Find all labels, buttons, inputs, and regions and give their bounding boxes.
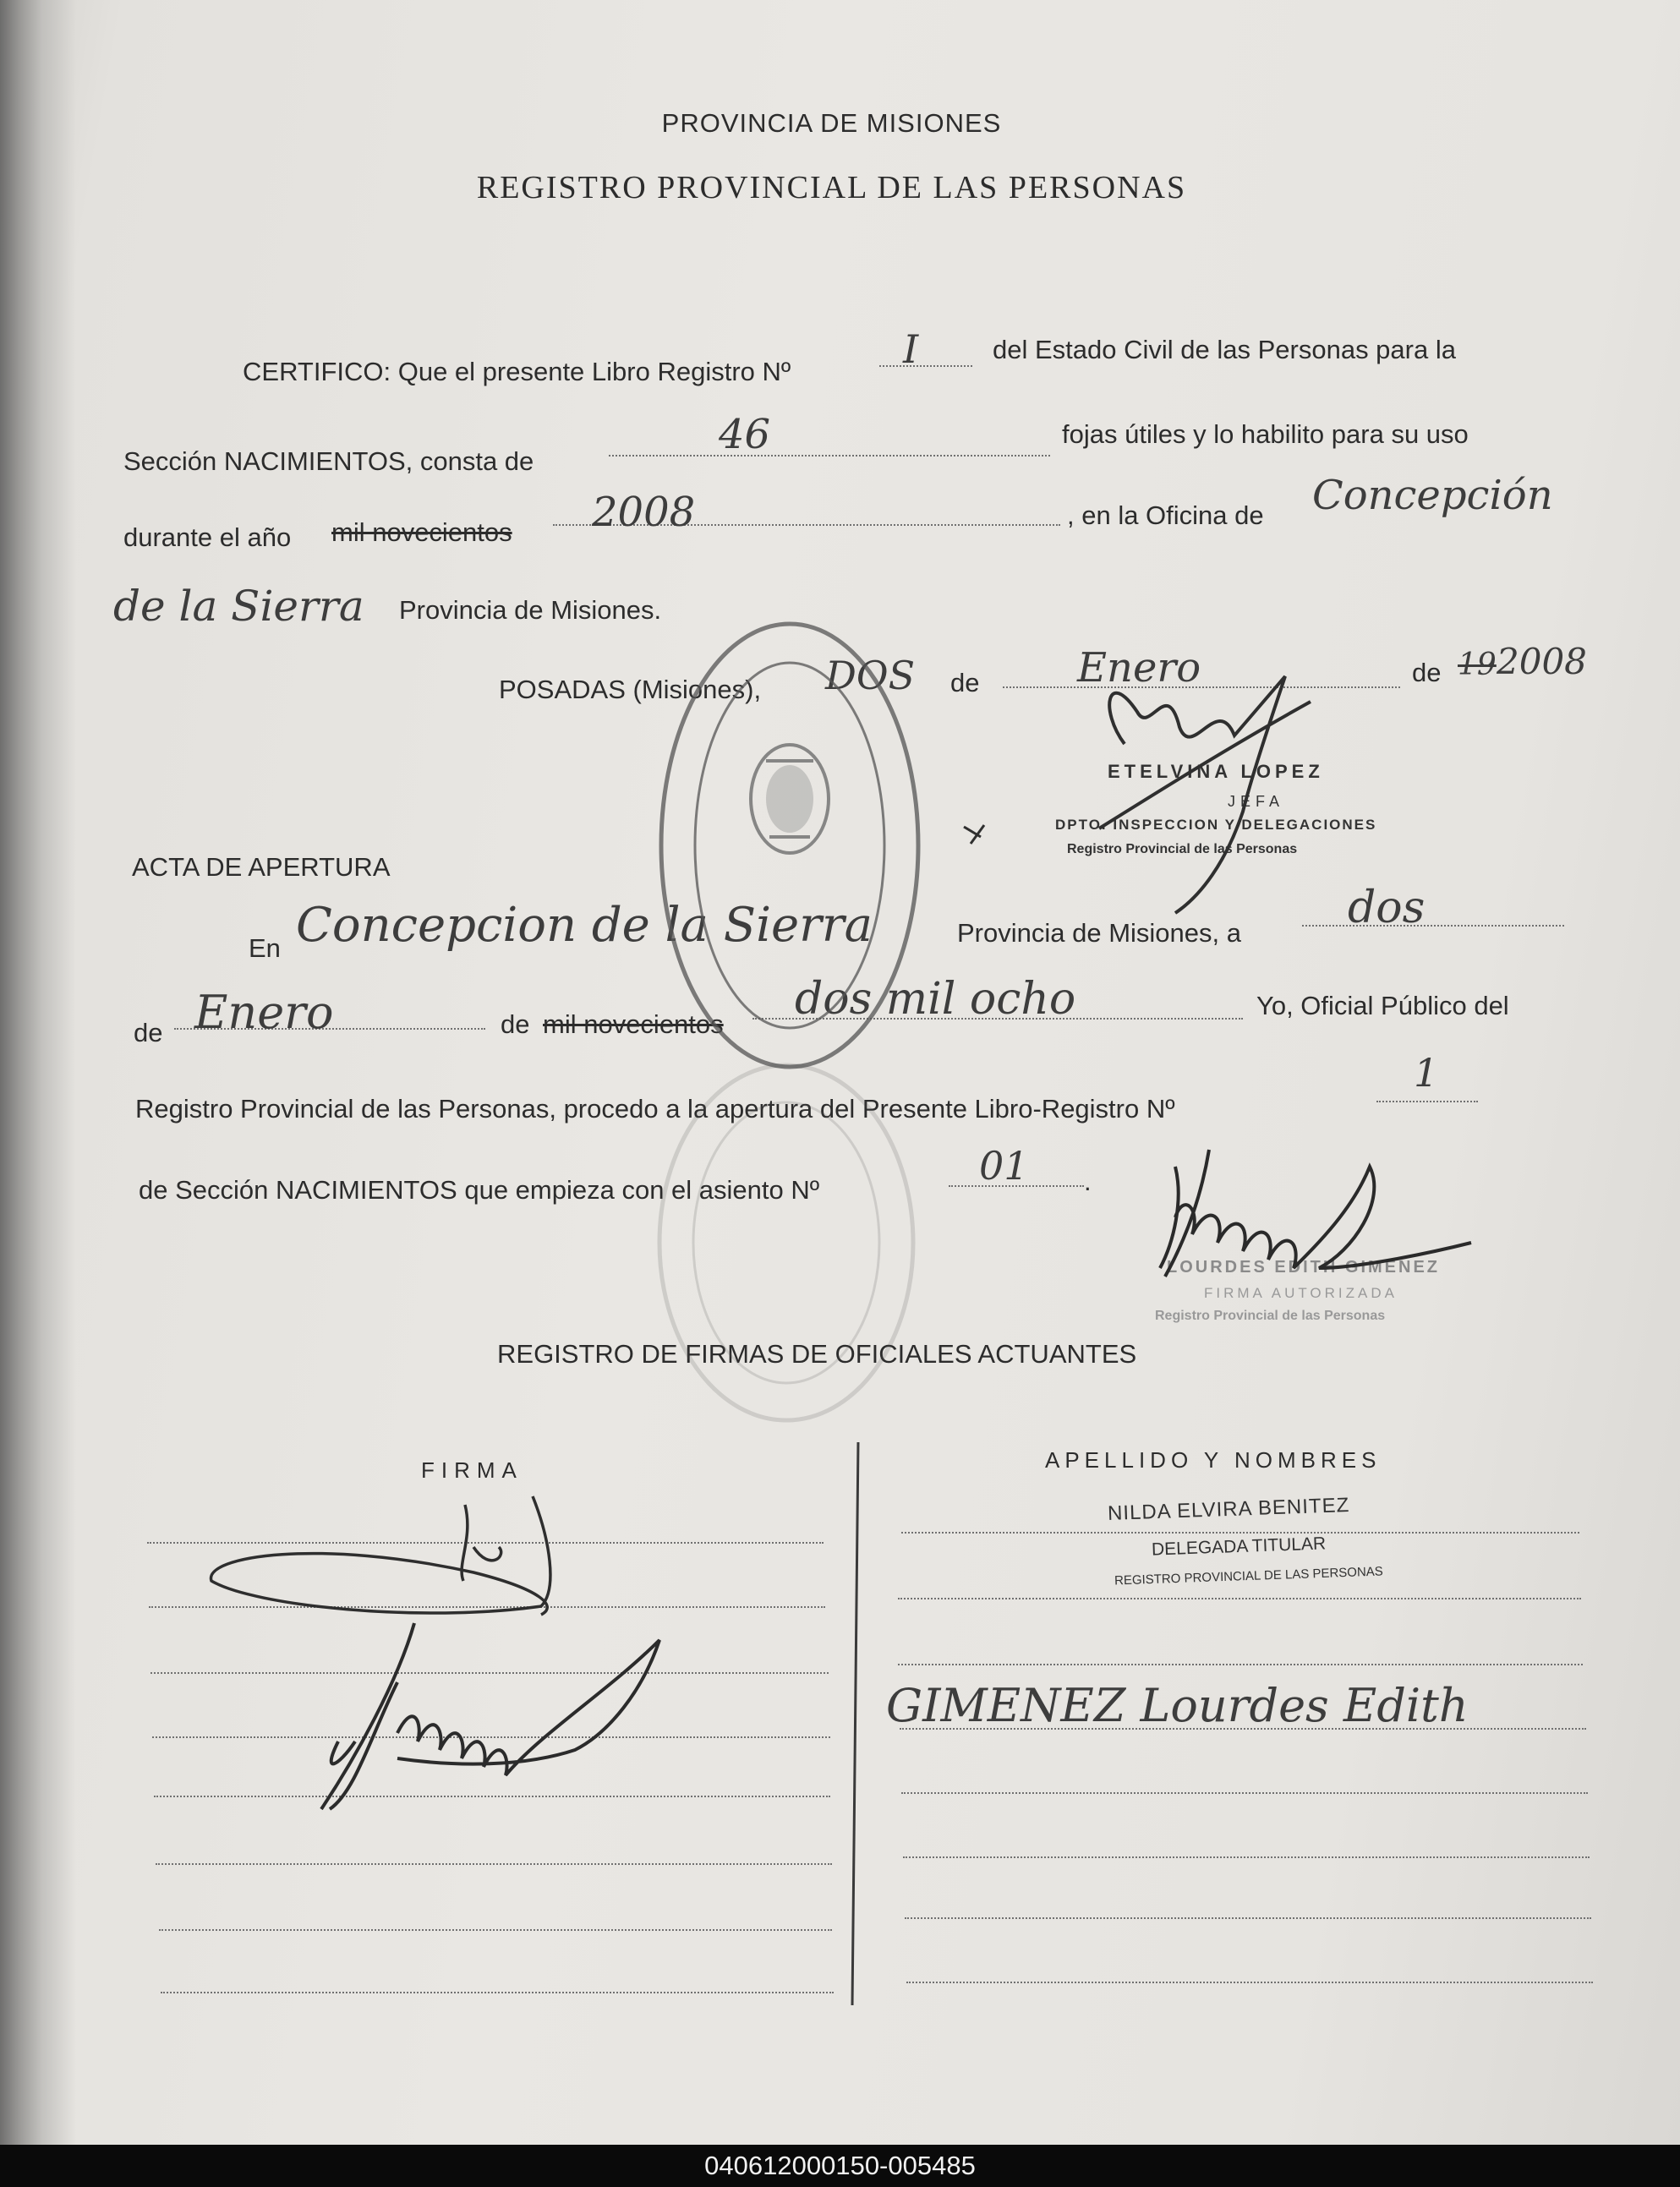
cert-day: DOS bbox=[825, 653, 916, 698]
faded-round-seal bbox=[659, 1065, 913, 1420]
column-header-signature: FIRMA bbox=[421, 1457, 523, 1483]
acta-period: . bbox=[1084, 1167, 1092, 1196]
acta-de-2: de bbox=[501, 1009, 530, 1039]
handwritten-official-name: GIMENEZ Lourdes Edith bbox=[886, 1679, 1469, 1732]
cert-line1-text: CERTIFICO: Que el presente Libro Registro Nº bbox=[243, 357, 791, 386]
signature-benitez bbox=[211, 1496, 550, 1615]
cert-line1-text-b: del Estado Civil de las Personas para la bbox=[993, 335, 1456, 364]
acta-book-number: 1 bbox=[1414, 1050, 1439, 1096]
cert-posadas: POSADAS (Misiones), bbox=[499, 675, 762, 704]
acta-struck-years: mil novecientos bbox=[543, 1009, 724, 1039]
stamp-benitez-role: DELEGADA TITULAR bbox=[1151, 1534, 1327, 1560]
stamp-official-registry: Registro Provincial de las Personas bbox=[1067, 842, 1298, 856]
stamp-official-dept: DPTO. INSPECCION Y DELEGACIONES bbox=[1055, 817, 1377, 833]
document-id-bar: 040612000150-005485 bbox=[0, 2145, 1680, 2187]
province-heading: PROVINCIA DE MISIONES bbox=[661, 108, 1002, 138]
acta-year-words: dos mil ocho bbox=[795, 974, 1076, 1025]
cert-year-prefix-struck: 19 bbox=[1458, 648, 1497, 682]
cert-line2-text: Sección NACIMIENTOS, consta de bbox=[123, 446, 534, 476]
acta-en: En bbox=[249, 933, 281, 963]
stamp-benitez-name: NILDA ELVIRA BENITEZ bbox=[1107, 1494, 1350, 1525]
acta-yo: Yo, Oficial Público del bbox=[1256, 991, 1509, 1020]
acta-provincia: Provincia de Misiones, a bbox=[957, 918, 1241, 948]
acta-de-1: de bbox=[134, 1018, 163, 1047]
cert-struck-years: mil novecientos bbox=[331, 517, 512, 547]
cert-office-handwritten: Concepción bbox=[1312, 472, 1553, 519]
cert-book-number: I bbox=[903, 326, 919, 372]
registry-oval-seal bbox=[661, 624, 918, 1067]
acta-line4: de Sección NACIMIENTOS que empieza con el asiento Nº bbox=[139, 1175, 820, 1205]
signatures-title: REGISTRO DE FIRMAS DE OFICIALES ACTUANTES bbox=[497, 1339, 1137, 1369]
column-header-names: APELLIDO Y NOMBRES bbox=[1045, 1447, 1382, 1473]
acta-month: Enero bbox=[194, 986, 334, 1039]
cert-line3-text-b: , en la Oficina de bbox=[1067, 500, 1264, 530]
stamp-official-role: JEFA bbox=[1228, 793, 1285, 810]
stamp-authorized-role: FIRMA AUTORIZADA bbox=[1204, 1285, 1398, 1301]
signature-lourdes bbox=[321, 1623, 659, 1809]
stamp-benitez-registry: REGISTRO PROVINCIAL DE LAS PERSONAS bbox=[1114, 1564, 1384, 1588]
cert-line2-text-b: fojas útiles y lo habilito para su uso bbox=[1062, 419, 1469, 449]
cert-year: 2008 bbox=[592, 489, 696, 536]
cert-month: Enero bbox=[1077, 644, 1201, 692]
cert-de-2: de bbox=[1412, 658, 1442, 687]
acta-entry-number: 01 bbox=[979, 1143, 1029, 1189]
cert-de-1: de bbox=[950, 668, 980, 697]
cross-mark bbox=[964, 825, 984, 844]
stamp-authorized-registry: Registro Provincial de las Personas bbox=[1155, 1309, 1386, 1323]
stamp-official-name: ETELVINA LOPEZ bbox=[1108, 761, 1324, 782]
signature-etelvina bbox=[1099, 676, 1311, 913]
registry-heading: REGISTRO PROVINCIAL DE LAS PERSONAS bbox=[476, 170, 1187, 205]
acta-place: Concepcion de la Sierra bbox=[296, 898, 873, 953]
cert-year-2: 2008 bbox=[1497, 641, 1587, 682]
stamp-authorized-name: LOURDES EDITH GIMENEZ bbox=[1167, 1258, 1441, 1277]
acta-day: dos bbox=[1348, 883, 1426, 933]
cert-line4-text: Provincia de Misiones. bbox=[399, 595, 662, 625]
cert-line3-text: durante el año bbox=[123, 522, 292, 552]
cert-office-handwritten-2: de la Sierra bbox=[113, 582, 364, 631]
cert-pages-number: 46 bbox=[719, 411, 771, 458]
acta-title: ACTA DE APERTURA bbox=[132, 852, 391, 882]
acta-line3: Registro Provincial de las Personas, procedo a la apertura del Presente Libro-Registro Nº bbox=[135, 1094, 1175, 1124]
signature-gimenez bbox=[1160, 1150, 1471, 1277]
